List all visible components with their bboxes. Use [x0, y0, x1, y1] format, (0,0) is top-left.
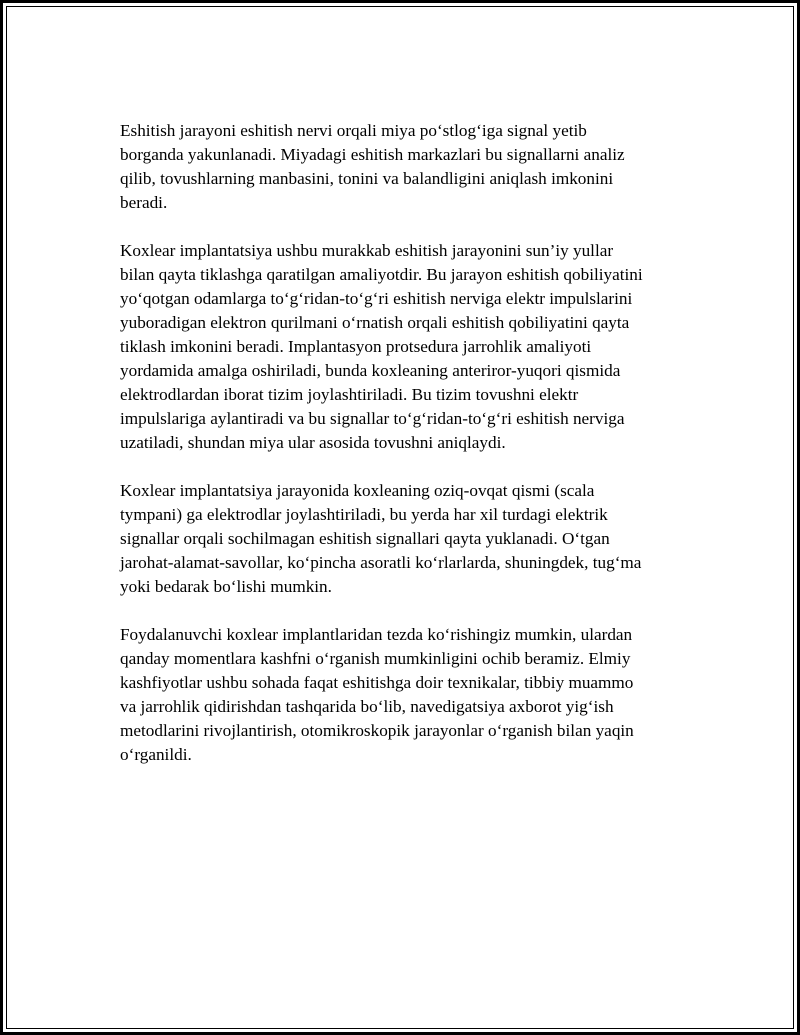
paragraph-2: Koxlear implantatsiya ushbu murakkab eshitish jarayonini sun’iy yullar bilan qayta tiklashga qaratilgan amaliyotdir. Bu jarayon eshitish qobiliyatini yo‘qotgan odamlarga to‘g‘ridan-to‘g‘ri eshitish nerviga elektr impulslarini yuboradigan elektron qurilmani o‘rnatish orqali eshitish qobiliyatini qayta tiklash imkonini beradi. Implantasyon protsedura jarrohlik amaliyoti yordamida amalga oshiriladi, bunda koxleaning anteriror-yuqori qismida elektrodlardan iborat tizim joylashtiriladi. Bu tizim tovushni elektr impulslariga aylantiradi va bu signallar to‘g‘ridan-to‘g‘ri eshitish nerviga uzatiladi, shundan miya ular asosida tovushni aniqlaydi.: [120, 241, 643, 452]
paragraph-3: Koxlear implantatsiya jarayonida koxleaning oziq-ovqat qismi (scala tympani) ga elektrodlar joylashtiriladi, bu yerda har xil turdagi elektrik signallar orqali sochilmagan eshitish signallari qayta yuklanadi. O‘tgan jarohat-alamat-savollar, ko‘pincha asoratli ko‘rlarlarda, shuningdek, tug‘ma yoki bedarak bo‘lishi mumkin.: [120, 481, 642, 596]
paragraph-4: Foydalanuvchi koxlear implantlaridan tezda ko‘rishingiz mumkin, ulardan qanday momentlara kashfni o‘rganish mumkinligini ochib beramiz. Elmiy kashfiyotlar ushbu sohada faqat eshitishga doir texnikalar, tibbiy muammo va jarrohlik qidirishdan tashqarida bo‘lib, navedigatsiya axborot yig‘ish metodlarini rivojlantirish, otomikroskopik jarayonlar o‘rganish bilan yaqin o‘rganildi.: [120, 625, 634, 764]
document-body: [120, 119, 690, 791]
paragraph-1: Eshitish jarayoni eshitish nervi orqali miya po‘stlog‘iga signal yetib borganda yakunlanadi. Miyadagi eshitish markazlari bu signallarni analiz qilib, tovushlarning manbasini, tonini va balandligini aniqlash imkonini beradi.: [120, 121, 625, 212]
